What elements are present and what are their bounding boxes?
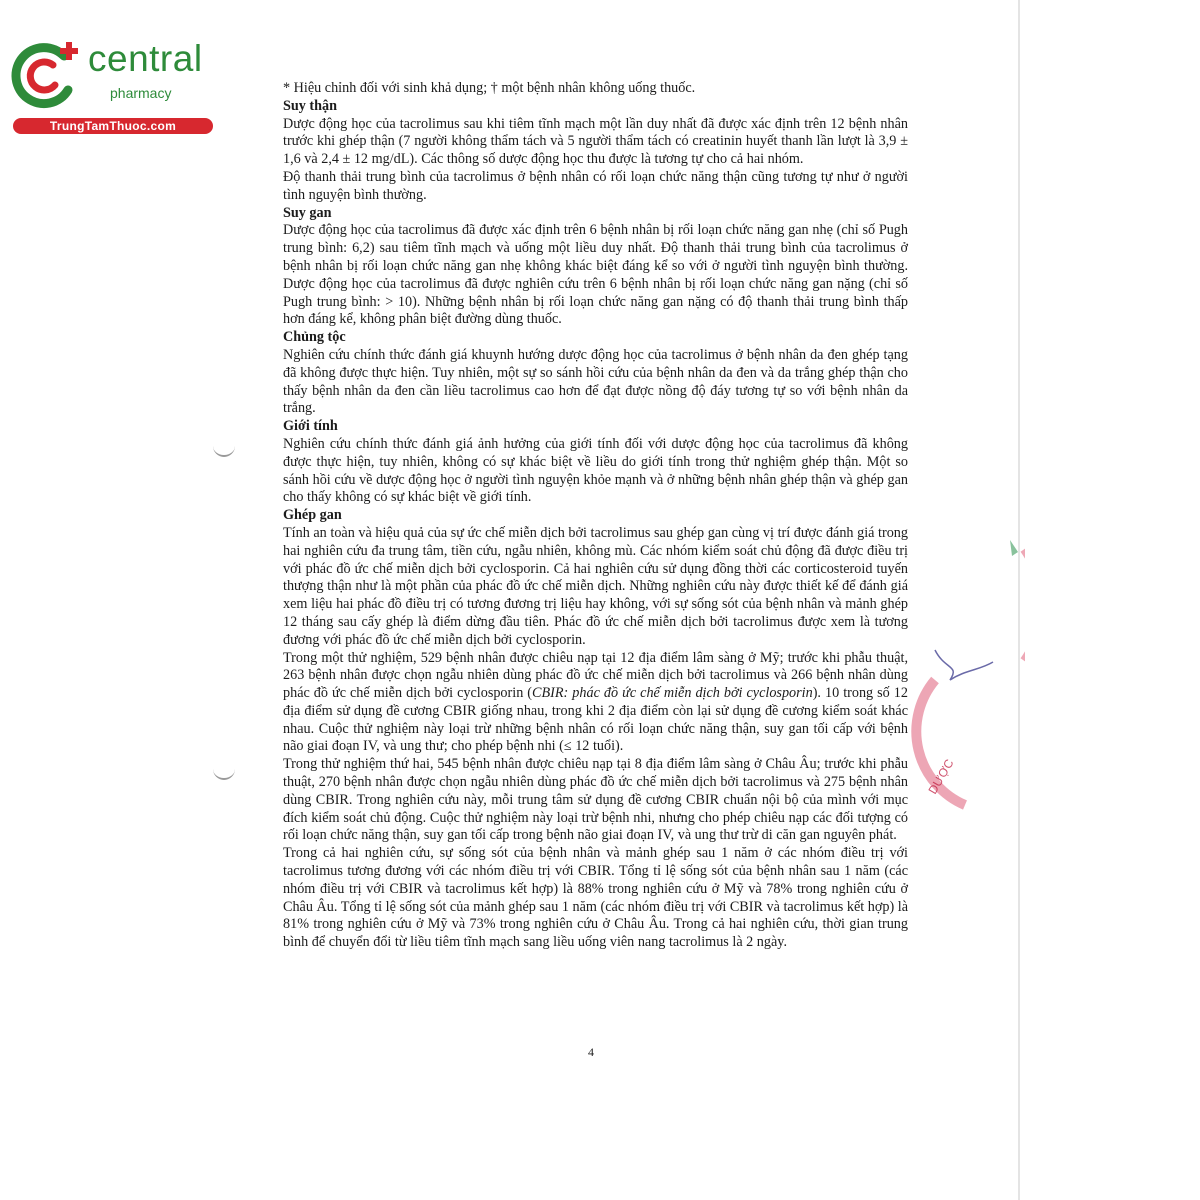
stamp-text: DƯỢC [925, 756, 957, 797]
footnote: * Hiệu chỉnh đối với sinh khả dụng; † một bệnh nhân không uống thuốc. [283, 80, 696, 96]
trial-text: ). 10 trong số 12 địa điểm sử dụng đề cương CBIR giống nhau, trong khi 2 địa điểm còn lại sử dụng đề cương kiểm soát khác nhau. Cuộc thử nghiệm này loại trừ những bệnh nhân có rối loạn chức năng thận, suy gan tối cấp với bệnh não giai đoạn IV, và ung thư; cho phép bệnh nhi (≤ 12 tuổi). [283, 685, 908, 755]
paragraph: Nghiên cứu chính thức đánh giá ảnh hưởng của giới tính đối với dược động học của tacrolimus đã không được thực hiện, tuy nhiên, không có sự khác biệt về liều do giới tính trong thử nghiệm ghép thận. Một so sánh hồi cứu về dược động học ở người tình nguyện khỏe mạnh và ở những bệnh nhân ghép thận và ghép gan cho thấy không có sự khác biệt về giới tính. [283, 435, 908, 506]
paragraph: Nghiên cứu chính thức đánh giá khuynh hướng dược động học của tacrolimus ở bệnh nhân da đen ghép tạng đã không được thực hiện. Tuy nhiên, một sự so sánh hồi cứu của bệnh nhân da đen và da trắng ghép thận cho thấy bệnh nhân da đen cần liều tacrolimus cao hơn để đạt được nồng độ đáy tương tự so với bệnh nhân da trắng. [283, 346, 908, 417]
paragraph: Độ thanh thải trung bình của tacrolimus ở bệnh nhân có rối loạn chức năng thận cũng tương tự như ở người tình nguyện bình thường. [283, 168, 908, 203]
paragraph: Dược động học của tacrolimus đã được xác định trên 6 bệnh nhân bị rối loạn chức năng gan nhẹ (chỉ số Pugh trung bình: 6,2) sau tiêm tĩnh mạch và uống một liều duy nhất. Độ thanh thải trung bình của tacrolimus ở bệnh nhân bị rối loạn chức năng gan nhẹ không khác biệt đáng kể so với ở người tình nguyện bình thường. Dược động học của tacrolimus đã được nghiên cứu trên 6 bệnh nhân bị rối loạn chức năng gan nặng (chỉ số Pugh trung bình: > 10). Những bệnh nhân bị rối loạn chức năng gan nặng có độ thanh thải trung bình thấp hơn đáng kể, không phân biệt đường dùng thuốc. [283, 222, 908, 328]
brand-logo[interactable] [10, 38, 215, 138]
stamp-arc [1023, 550, 1025, 660]
paragraph: Tính an toàn và hiệu quả của sự ức chế miễn dịch bởi tacrolimus sau ghép gan cùng vị trí được đánh giá trong hai nghiên cứu đa trung tâm, tiền cứu, ngẫu nhiên, không mù. Các nhóm kiểm soát chủ động đã được điều trị với phác đồ ức chế miễn dịch bởi cyclosporin. Cả hai nghiên cứu sử dụng đồng thời các corticosteroid tuyến thượng thận như là một phần của phác đồ ức chế miễn dịch. Những nghiên cứu này được thiết kế để đánh giá xem liệu hai phác đồ điều trị có tương đương trị liệu hay không, với sự sống sót của bệnh nhân và mảnh ghép 12 tháng sau cấy ghép là điểm dừng đầu tiên. Phác đồ ức chế miễn dịch bởi tacrolimus được xem là tương đương với phác đồ ức chế miễn dịch bởi cyclosporin. [283, 524, 908, 648]
section-heading: Ghép gan [283, 507, 342, 524]
paragraph: Trong cả hai nghiên cứu, sự sống sót của bệnh nhân và mảnh ghép sau 1 năm ở các nhóm điều trị với tacrolimus tương đương với các nhóm điều trị với CBIR. Tổng tỉ lệ sống sót của bệnh nhân sau 1 năm (các nhóm điều trị với CBIR và tacrolimus kết hợp) là 88% trong nghiên cứu ở Mỹ và 78% trong nghiên cứu ở Châu Âu. Tổng tỉ lệ sống sót của mảnh ghép sau 1 năm (các nhóm điều trị với CBIR và tacrolimus kết hợp) là 81% trong nghiên cứu ở Mỹ và 73% trong nghiên cứu ở Châu Âu. Trong cả hai nghiên cứu, thời gian trung bình để chuyển đổi từ liều tiêm tĩnh mạch sang liều uống viên nang tacrolimus là 2 ngày. [283, 845, 908, 951]
stamp-mark [905, 530, 1025, 820]
paragraph: Dược động học của tacrolimus sau khi tiêm tĩnh mạch một lần duy nhất đã được xác định trên 12 bệnh nhân trước khi ghép thận (7 người không thẩm tách và 5 người thẩm tách có creatinin huyết thanh lần lượt là 3,9 ± 1,6 và 2,4 ± 12 mg/dL). Các thông số dược động học thu được là tương tự cho cả hai nhóm. [283, 115, 908, 168]
central-logo-icon [10, 38, 86, 114]
cbir-definition: CBIR: phác đồ ức chế miễn dịch bởi cyclosporin [532, 685, 813, 702]
brand-subtitle: pharmacy [110, 85, 172, 101]
signature-mark [935, 650, 993, 680]
paragraph: Trong thử nghiệm thứ hai, 545 bệnh nhân được chiêu nạp tại 8 địa điểm lâm sàng ở Châu Âu; trước khi phẫu thuật, 270 bệnh nhân được chọn ngẫu nhiên dùng phác đồ ức chế miễn dịch bởi tacrolimus và 275 bệnh nhân dùng CBIR. Trong nghiên cứu này, mỗi trung tâm sử dụng đề cương CBIR chuẩn nội bộ của mình với mục đích kiểm soát chủ động. Cuộc thử nghiệm này loại trừ bệnh nhi, nhưng cho phép chiêu nạp các đối tượng có rối loạn chức năng thận, suy gan tối cấp trong bệnh não giai đoạn IV, và ung thư trừ di căn gan nguyên phát. [283, 756, 908, 844]
brand-website[interactable]: TrungTamThuoc.com [13, 118, 213, 134]
section-heading: Giới tính [283, 418, 338, 435]
section-heading: Chủng tộc [283, 329, 346, 346]
page-number: 4 [588, 1045, 594, 1059]
section-heading: Suy gan [283, 204, 332, 221]
paragraph-trial-us [283, 650, 908, 757]
brand-name: central [88, 38, 203, 79]
green-mark [1010, 540, 1018, 556]
binder-hole [213, 443, 235, 457]
section-heading: Suy thận [283, 97, 338, 114]
document-body [283, 80, 908, 952]
binder-hole [213, 766, 235, 780]
trial-text: Trong một thử nghiệm, 529 bệnh nhân được chiêu nạp tại 12 địa điểm lâm sàng ở Mỹ; trước khi phẫu thuật, 263 bệnh nhân được chọn ngẫu nhiên dùng phác đồ ức chế miễn dịch bởi tacrolimus và 266 bệnh nhân dùng phác đồ ức chế miễn dịch bởi cyclosporin ( [283, 649, 908, 702]
